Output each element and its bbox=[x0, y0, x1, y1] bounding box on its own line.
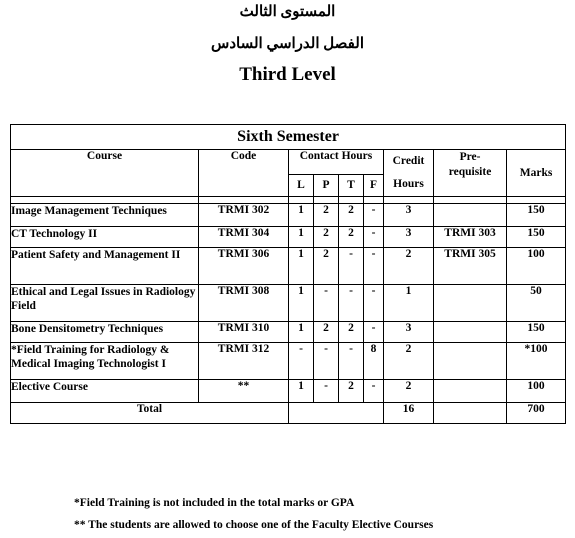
field-hours: - bbox=[364, 285, 384, 322]
marks: 100 bbox=[507, 248, 566, 285]
practical-hours: 2 bbox=[314, 248, 339, 285]
tutorial-hours: - bbox=[339, 248, 364, 285]
field-hours: - bbox=[364, 227, 384, 248]
footnote-field-training: *Field Training is not included in the total marks or GPA bbox=[74, 497, 355, 509]
tutorial-hours: 2 bbox=[339, 227, 364, 248]
level-title: Third Level bbox=[239, 64, 336, 85]
spacer-row bbox=[11, 197, 566, 204]
course-name: Bone Densitometry Techniques bbox=[11, 322, 199, 343]
field-hours: - bbox=[364, 204, 384, 227]
arabic-level-title: المستوى الثالث bbox=[239, 4, 336, 20]
prerequisite: TRMI 303 bbox=[434, 227, 507, 248]
table-row bbox=[11, 285, 566, 322]
course-code: ** bbox=[199, 380, 289, 403]
header-prerequisite-label: Pre-requisite bbox=[448, 151, 492, 178]
lecture-hours: 1 bbox=[289, 204, 314, 227]
total-row bbox=[11, 403, 566, 424]
field-hours: - bbox=[364, 248, 384, 285]
course-name: *Field Training for Radiology & Medical Imaging Technologist I bbox=[11, 343, 199, 380]
total-label: Total bbox=[11, 403, 289, 424]
course-name: CT Technology II bbox=[11, 227, 199, 248]
course-name: Patient Safety and Management II bbox=[11, 248, 199, 285]
tutorial-hours: 2 bbox=[339, 322, 364, 343]
practical-hours: - bbox=[314, 343, 339, 380]
table-row bbox=[11, 227, 566, 248]
prerequisite bbox=[434, 285, 507, 322]
credit-hours: 2 bbox=[384, 380, 434, 403]
course-name: Ethical and Legal Issues in Radiology Field bbox=[11, 285, 199, 322]
header-row bbox=[11, 150, 566, 175]
credit-hours: 3 bbox=[384, 322, 434, 343]
practical-hours: - bbox=[314, 380, 339, 403]
table-row bbox=[11, 322, 566, 343]
practical-hours: 2 bbox=[314, 322, 339, 343]
prerequisite: TRMI 305 bbox=[434, 248, 507, 285]
practical-hours: - bbox=[314, 285, 339, 322]
marks: 50 bbox=[507, 285, 566, 322]
header-p: P bbox=[314, 174, 339, 196]
course-code: TRMI 306 bbox=[199, 248, 289, 285]
header-contact-hours: Contact Hours bbox=[289, 150, 384, 175]
practical-hours: 2 bbox=[314, 227, 339, 248]
lecture-hours: 1 bbox=[289, 322, 314, 343]
credit-hours: 2 bbox=[384, 248, 434, 285]
course-code: TRMI 310 bbox=[199, 322, 289, 343]
field-hours: 8 bbox=[364, 343, 384, 380]
header-f: F bbox=[364, 174, 384, 196]
header-l: L bbox=[289, 174, 314, 196]
tutorial-hours: - bbox=[339, 343, 364, 380]
header-prerequisite bbox=[434, 150, 507, 197]
header-t: T bbox=[339, 174, 364, 196]
header-course: Course bbox=[11, 150, 199, 197]
course-code: TRMI 304 bbox=[199, 227, 289, 248]
marks: 150 bbox=[507, 322, 566, 343]
marks: *100 bbox=[507, 343, 566, 380]
tutorial-hours: 2 bbox=[339, 204, 364, 227]
marks: 150 bbox=[507, 204, 566, 227]
course-name: Image Management Techniques bbox=[11, 204, 199, 227]
prerequisite bbox=[434, 322, 507, 343]
course-schedule-table bbox=[10, 124, 566, 424]
credit-hours: 3 bbox=[384, 227, 434, 248]
lecture-hours: 1 bbox=[289, 285, 314, 322]
marks: 100 bbox=[507, 380, 566, 403]
header-marks: Marks bbox=[507, 150, 566, 197]
header-code: Code bbox=[199, 150, 289, 197]
credit-hours: 3 bbox=[384, 204, 434, 227]
lecture-hours: 1 bbox=[289, 248, 314, 285]
tutorial-hours: - bbox=[339, 285, 364, 322]
lecture-hours: 1 bbox=[289, 227, 314, 248]
semester-title: Sixth Semester bbox=[11, 125, 566, 150]
prerequisite bbox=[434, 204, 507, 227]
header-credit-hours bbox=[384, 150, 434, 197]
header-credit: Credit bbox=[392, 155, 425, 167]
course-name: Elective Course bbox=[11, 380, 199, 403]
table-row bbox=[11, 204, 566, 227]
total-prereq-empty bbox=[434, 403, 507, 424]
lecture-hours: 1 bbox=[289, 380, 314, 403]
semester-row bbox=[11, 125, 566, 150]
field-hours: - bbox=[364, 380, 384, 403]
total-marks: 700 bbox=[507, 403, 566, 424]
footnote-elective: ** The students are allowed to choose one of the Faculty Elective Courses bbox=[74, 519, 434, 531]
credit-hours: 1 bbox=[384, 285, 434, 322]
prerequisite bbox=[434, 343, 507, 380]
total-credit: 16 bbox=[384, 403, 434, 424]
table-row bbox=[11, 248, 566, 285]
course-code: TRMI 302 bbox=[199, 204, 289, 227]
course-code: TRMI 312 bbox=[199, 343, 289, 380]
lecture-hours: - bbox=[289, 343, 314, 380]
table-row bbox=[11, 343, 566, 380]
tutorial-hours: 2 bbox=[339, 380, 364, 403]
field-hours: - bbox=[364, 322, 384, 343]
table-row bbox=[11, 380, 566, 403]
practical-hours: 2 bbox=[314, 204, 339, 227]
credit-hours: 2 bbox=[384, 343, 434, 380]
header-hours: Hours bbox=[393, 178, 424, 190]
course-code: TRMI 308 bbox=[199, 285, 289, 322]
arabic-semester-title: الفصل الدراسي السادس bbox=[211, 36, 364, 52]
marks: 150 bbox=[507, 227, 566, 248]
total-contact-empty bbox=[289, 403, 384, 424]
prerequisite bbox=[434, 380, 507, 403]
